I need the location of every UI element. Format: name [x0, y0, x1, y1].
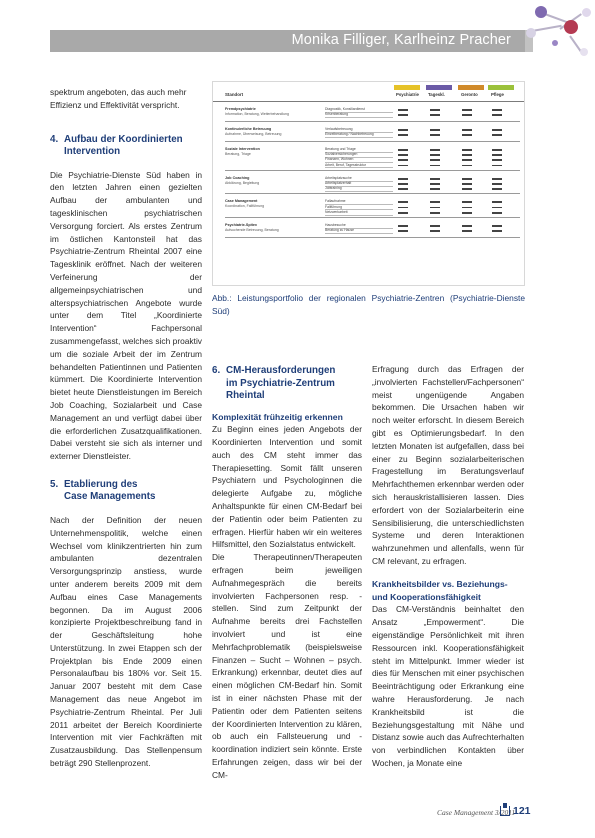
figure-service: Fallführung: [325, 205, 393, 211]
subheading-komplexitaet: Komplexität frühzeitig erkennen: [212, 411, 343, 422]
figure-availability-mark: [430, 207, 440, 209]
figure-col-2: Tageskl.: [428, 92, 445, 97]
figure-availability-mark: [398, 188, 408, 190]
figure-group-title: Job Coaching: [225, 175, 250, 180]
figure-availability-mark: [462, 188, 472, 190]
figure-group: [225, 106, 520, 122]
figure-col-2-swatch: [426, 85, 452, 90]
figure-availability-mark: [398, 225, 408, 227]
section-4-title-line2: Intervention: [64, 146, 121, 158]
figure-availability-mark: [492, 134, 502, 136]
section-5-title-line1: Etablierung des: [64, 478, 138, 490]
section-6-title-line3: Rheintal: [226, 390, 265, 401]
figure-service: Arbeitsplatzerhalt: [325, 181, 393, 187]
section-5-body: Nach der Definition der neuen Unternehmenspolitik, welche einen Wechsel vom klinikzentrierten hin zum ambulanten dezentralen Versorgungsprinzip anstiess, wurde unter anderem bereits 2009 mit dem Aufbau eines Case Managements begonnen. Da im August 2006 konzipierte Projektbeschreibung fand in der Geschäftsleitung hohe Unterstützung. In zwei Etappen sch der Projektplan bis Ende 2009 einen Personalaufbau bis 180% vor. Seit 15. Januar 2007 besteht mit dem Case Management das neue Angebot im Psychiatrie-Zentrum Rheintal. Per Juli 2011 arbeitet der Bereich Koordinierte Intervention mit vier Fachkräften mit Zusatzausbildung. Das Stellenpensum beträgt 290 Stellenprozent.: [50, 514, 202, 769]
section-4-body: Die Psychiatrie-Dienste Süd haben in den letzten Jahren einen gezielten Aufbau der ambulanten und tagesklinischen psychiatrischen Versorgung forciert. Als erstes Zentrum im östlichen Kantonsteil hat das Psychiatrie-Zentrum Rheintal 2007 eine Tagesklinik eröffnet. Nach der weiteren Verfeinerung der allgemeinpsychiatrischen und alterspsychiatrischen Angebote wurde unter dem Titel „Koordinierte Intervention“ Fachpersonal zusammengefasst, welches sich proaktiv um die soziale Arbeit der im Zentrum behandelten Patientinnen und Patienten kümmert. Die Koordinierte Intervention bietet heute Dienstleistungen im Bereich Job Coaching, Sozialarbeit und Case Management an und verfügt dabei über die erforderlichen Zusatzqualifikationen. Dabei versteht sie sich als interner und externer Dienstleister.: [50, 169, 202, 462]
figure-group: [225, 175, 520, 195]
figure-group: [225, 222, 520, 238]
figure-service: Arbeit, Beruf, Tagesstruktur: [325, 163, 393, 169]
figure-availability-mark: [398, 114, 408, 116]
figure-group-title: Case Management: [225, 199, 258, 204]
figure-availability-mark: [492, 225, 502, 227]
figure-availability-mark: [398, 129, 408, 131]
intro-line-2: Effizienz und Effektivität verspricht.: [50, 99, 180, 110]
figure-service: Jobtraining: [325, 186, 393, 192]
figure-col-3-swatch: [458, 85, 484, 90]
figure-group: [225, 146, 520, 171]
figure-group-title: Psychiatrie-Spitex: [225, 223, 257, 227]
subheading-krankheitsbilder-line2: und Kooperationsfähigkeit: [372, 591, 481, 602]
figure-availability-mark: [398, 165, 408, 167]
right-body-1: Erfragung durch das Erfragen der „involvierten Fachstellen/Fachpersonen“ meist ungenügende Angaben bekommen. Die Ursachen haben wir noch weiter erforscht. In diesem Bereich gibt es Optimierungsbedarf. In den letzten Monaten ist aufgefallen, dass bei einer zu Beginn sozialarbeiterischen Fragestellung im Beratungsverlauf Mehrfachthemen erkennbar werden oder sich herauskristallisieren lassen. Dies erfordert von der Sozialarbeiterin eine Sensibilisierung, die unterschiedlichsten Systeme und deren Interaktionen wahrzunehmen und allenfalls, wenn für CM relevant, zu erfragen.: [372, 364, 524, 566]
figure-availability-mark: [430, 114, 440, 116]
left-column: [50, 86, 202, 770]
figure-service: Hausbesuche: [325, 223, 393, 229]
figure-col-3: Geronto: [461, 92, 478, 97]
figure-availability-mark: [430, 109, 440, 111]
figure-availability-mark: [430, 201, 440, 203]
figure-availability-mark: [462, 149, 472, 151]
figure-group-title: Kontinuierliche Betreuung: [225, 127, 272, 131]
section-6-title-line2: im Psychiatrie-Zentrum: [226, 377, 335, 389]
figure-service: Beratung zu Hause: [325, 228, 393, 234]
section-5-title-line2: Case Managements: [64, 491, 156, 503]
figure-group-subtitle: Koordination, Fallführung: [225, 204, 265, 209]
figure-service: Einzelberatung / Nachbetreuung: [325, 132, 393, 138]
journal-logo-icon: [500, 806, 510, 816]
figure-availability-mark: [462, 159, 472, 161]
figure-availability-mark: [492, 207, 502, 209]
section-6-title-line1: CM-Herausforderungen: [226, 365, 336, 376]
figure-availability-mark: [430, 183, 440, 185]
figure-availability-mark: [398, 183, 408, 185]
figure-availability-mark: [462, 212, 472, 214]
section-5-heading: [50, 479, 202, 504]
figure-header-row: [213, 92, 524, 102]
figure-availability-mark: [492, 201, 502, 203]
figure-availability-mark: [462, 114, 472, 116]
section-5-number: 5.: [50, 478, 59, 490]
figure-availability-mark: [398, 207, 408, 209]
figure-service: Verlaufsbetreuung: [325, 127, 393, 133]
figure-service: Netzwerkarbeit: [325, 210, 393, 216]
figure-availability-mark: [398, 149, 408, 151]
figure-service: Diagnostik, Konsiliardienst: [325, 107, 393, 113]
figure-group-title: Fremdpsychiatrie: [225, 107, 256, 111]
figure-col-1: Psychiatrie: [396, 92, 419, 97]
figure-availability-mark: [462, 134, 472, 136]
figure-group-subtitle: Abklärung, Begleitung: [225, 180, 260, 185]
figure-caption: Abb.: Leistungsportfolio der regionalen Psychiatrie-Zentren (Psychiatrie-Dienste Süd): [212, 293, 525, 316]
figure-service: Krisenberatung: [325, 112, 393, 118]
figure-availability-mark: [398, 159, 408, 161]
figure-availability-mark: [492, 114, 502, 116]
page-number: 121: [513, 805, 531, 817]
figure-availability-mark: [430, 188, 440, 190]
figure-availability-mark: [492, 165, 502, 167]
figure-availability-mark: [430, 149, 440, 151]
figure-availability-mark: [462, 183, 472, 185]
figure-availability-mark: [492, 183, 502, 185]
figure-availability-mark: [462, 165, 472, 167]
figure-service: Beratung und Triage: [325, 147, 393, 153]
figure-availability-mark: [492, 129, 502, 131]
middle-body-2: Die Therapeutinnen/Therapeuten erfragen beim jeweiligen Aufnahmegespräch die bereits involvierten Fachpersonen resp. -stellen. Sind zum Zeitpunkt der Aufnahme bereits drei Fachstellen involviert und ist eine Mehrfachproblematik (beispielsweise Finanzen – Sucht – Wohnen – psych. Erkrankung) erkennbar, deutet dies auf einen möglichen CM-Bedarf hin. Somit ist in einer nächsten Phase mit der Patientin oder dem Patienten seitens der Koordinierten Intervention zu klären, ob auch ein Fallsteuerung und -koordination indiziert sein könnte. Erste Erfahrungen zeigen, dass wir bei der CM-: [212, 552, 362, 780]
figure-service: Fallaufnahme: [325, 199, 393, 205]
figure-group-title: Soziale Intervention: [225, 147, 260, 151]
figure-availability-mark: [492, 230, 502, 232]
figure-group-subtitle: Aufsuchende Betreuung, Beratung: [225, 228, 279, 232]
figure-service: Sozialversicherungen: [325, 152, 393, 158]
figure-availability-mark: [398, 230, 408, 232]
subheading-krankheitsbilder-line1: Krankheitsbilder vs. Beziehungs-: [372, 578, 508, 589]
figure-availability-mark: [430, 230, 440, 232]
figure-header-label: Standort: [225, 92, 244, 97]
figure-availability-mark: [430, 134, 440, 136]
figure-service: Arbeitsplatzsuche: [325, 176, 393, 182]
portfolio-figure: [212, 81, 525, 286]
figure-service: Finanzen, Wohnen: [325, 157, 393, 163]
figure-availability-mark: [430, 225, 440, 227]
running-header-authors: Monika Filliger, Karlheinz Pracher: [291, 32, 511, 48]
right-column: [372, 363, 524, 770]
figure-availability-mark: [430, 159, 440, 161]
figure-availability-mark: [398, 154, 408, 156]
figure-availability-mark: [462, 109, 472, 111]
molecule-decoration-icon: [520, 0, 595, 65]
figure-group-subtitle: Information, Beratung, Weiterbehandlung: [225, 112, 289, 116]
figure-group-subtitle: Aufnahme, Überweisung, Betreuung: [225, 132, 282, 136]
figure-availability-mark: [492, 109, 502, 111]
middle-body-1: Zu Beginn eines jeden Angebots der Koordinierten Intervention und somit auch des CM steht immer das Therapiesetting. Somit fällt unseren Psychiatern und Psychologinnen die delegierte Aufgabe zu, mögliche Anhaltspunkte für einen CM-Bedarf bei der Patientin oder beim Patienten zu erfragen. Hierfür haben wir ein weiteres Hilfsmittel, den Sozialstatus entwickelt.: [212, 424, 362, 550]
figure-availability-mark: [462, 201, 472, 203]
figure-availability-mark: [492, 154, 502, 156]
figure-availability-mark: [398, 178, 408, 180]
figure-availability-mark: [462, 207, 472, 209]
figure-availability-mark: [492, 149, 502, 151]
figure-col-1-swatch: [394, 85, 420, 90]
section-4-heading: [50, 134, 202, 159]
right-body-2: Das CM-Verständnis beinhaltet den Ansatz „Empowerment“. Die eigenständige Persönlichkeit mit ihren Ressourcen inkl. Kooperationsfähigkeit steht im Mittelpunkt. Immer wieder ist dies für Menschen mit einer psychischen Beeinträchtigung oder Erkrankung eine wahre Herausforderung. Je nach Krankheitsbild ist die Beziehungsgestaltung mit Nähe und Distanz sowie auch das Aufrechterhalten von verbindlichen Kontakten über Wochen, ja Monate eine: [372, 604, 524, 768]
figure-availability-mark: [462, 129, 472, 131]
section-4-number: 4.: [50, 133, 59, 145]
figure-availability-mark: [492, 178, 502, 180]
figure-col-4-swatch: [488, 85, 514, 90]
figure-availability-mark: [430, 212, 440, 214]
figure-availability-mark: [462, 154, 472, 156]
figure-availability-mark: [398, 109, 408, 111]
figure-availability-mark: [462, 230, 472, 232]
figure-availability-mark: [462, 178, 472, 180]
middle-column: [212, 363, 362, 782]
figure-group: [225, 126, 520, 142]
figure-group-subtitle: Beratung, Triage: [225, 152, 251, 156]
figure-availability-mark: [398, 134, 408, 136]
figure-availability-mark: [430, 129, 440, 131]
figure-col-4: Pflege: [491, 92, 504, 97]
figure-availability-mark: [492, 159, 502, 161]
running-header: [50, 30, 525, 52]
figure-availability-mark: [430, 154, 440, 156]
section-4-title-line1: Aufbau der Koordinierten: [64, 133, 183, 145]
figure-availability-mark: [398, 212, 408, 214]
figure-availability-mark: [492, 188, 502, 190]
section-6-heading: [212, 365, 362, 403]
section-6-number: 6.: [212, 365, 221, 376]
footer-journal: Case Management 3/2011: [437, 808, 516, 817]
figure-availability-mark: [430, 178, 440, 180]
figure-availability-mark: [492, 212, 502, 214]
figure-availability-mark: [398, 201, 408, 203]
figure-availability-mark: [462, 225, 472, 227]
figure-group: [225, 198, 520, 218]
figure-availability-mark: [430, 165, 440, 167]
intro-line-1: spektrum angeboten, das auch mehr: [50, 87, 187, 97]
